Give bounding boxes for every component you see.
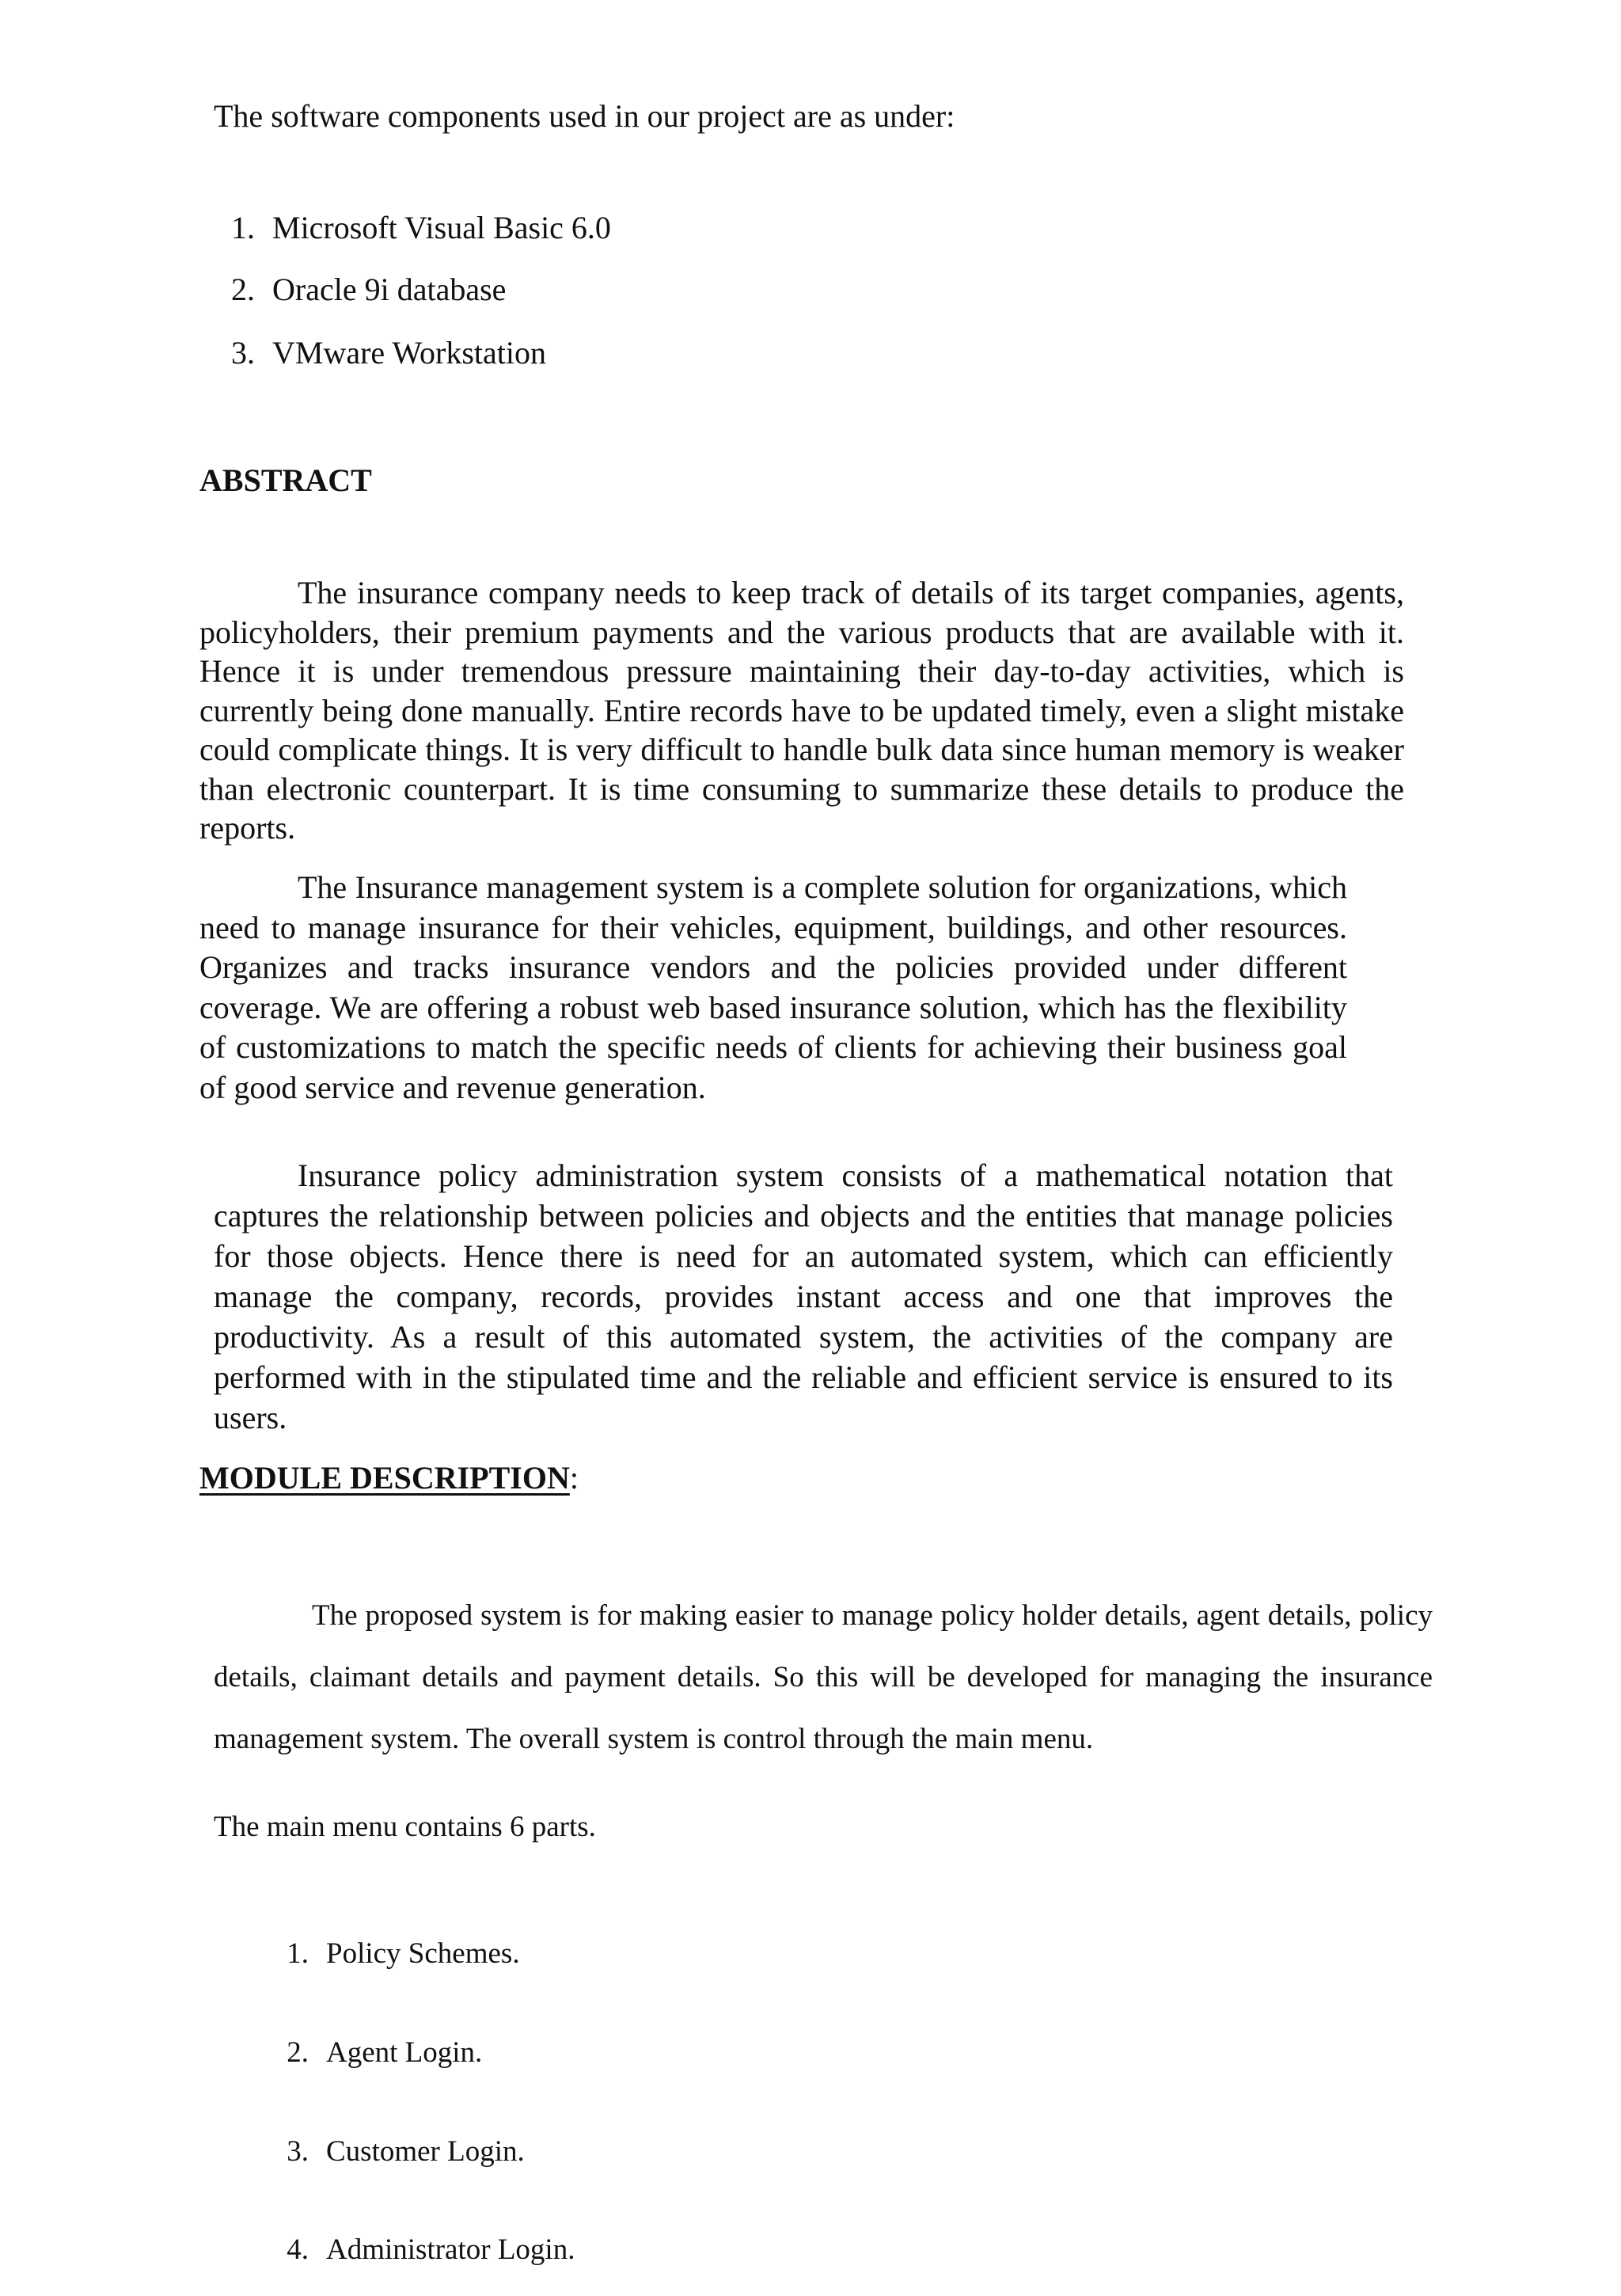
list-item (214, 271, 506, 309)
list-number: 1. (231, 210, 255, 245)
menu-intro: The main menu contains 6 parts. (214, 1811, 596, 1843)
list-number: 2. (231, 272, 255, 307)
abstract-paragraph-2 (199, 868, 1347, 1108)
list-label: Oracle 9i database (272, 272, 507, 307)
module-heading-colon: : (569, 1460, 579, 1496)
list-label: Agent Login. (326, 2036, 483, 2069)
list-item (268, 2034, 482, 2072)
abstract-heading: ABSTRACT (199, 462, 372, 498)
list-label: Policy Schemes. (326, 1937, 520, 1970)
list-number: 2. (287, 2036, 309, 2069)
list-label: Customer Login. (326, 2135, 525, 2168)
abstract-paragraph-3 (214, 1155, 1393, 1438)
paragraph-text: The insurance company needs to keep track of details of its target companies, agents, policyholders, their premium payments and the various products that are available with it. Hence it is under tremendous pressure maintaining their day-to-day activities, which is currently being done manually. Entire records have to be updated timely, even a slight mistake could complicate things. It is very difficult to handle bulk data since human memory is weaker than electronic counterpart. It is time consuming to summarize these details to produce the reports. (199, 575, 1404, 846)
list-number: 3. (287, 2135, 309, 2168)
list-number: 1. (287, 1937, 309, 1970)
list-label: VMware Workstation (272, 335, 546, 371)
list-item (268, 2133, 525, 2171)
module-heading: MODULE DESCRIPTION (199, 1460, 570, 1496)
list-item (268, 1935, 520, 1973)
list-label: Administrator Login. (326, 2233, 575, 2266)
list-number: 4. (287, 2233, 309, 2266)
list-item (268, 2231, 575, 2269)
abstract-paragraph-1 (199, 573, 1404, 848)
paragraph-text: The Insurance management system is a complete solution for organizations, which need to manage insurance for their vehicles, equipment, buildings, and other resources. Organizes and tracks insurance vendors and the policies provided under different coverage. We are offering a robust web based insurance solution, which has the flexibility of customizations to match the specific needs of clients for achieving their business goal of good service and revenue generation. (199, 869, 1347, 1105)
list-number: 3. (231, 335, 255, 371)
module-heading-row (199, 1459, 579, 1497)
list-item (214, 334, 546, 372)
list-item (214, 209, 611, 247)
paragraph-text: The proposed system is for making easier to manage policy holder details, agent details, policy details, claimant details and payment details. So this will be developed for managing the insurance management system. The overall system is control through the main menu. (214, 1599, 1433, 1755)
paragraph-text: Insurance policy administration system consists of a mathematical notation that captures the relationship between policies and objects and the entities that manage policies for those objects. Hence there is need for an automated system, which can efficiently manage the company, records, provides instant access and one that improves the productivity. As a result of this automated system, the activities of the company are performed with in the stipulated time and the reliable and efficient service is ensured to its users. (214, 1158, 1393, 1435)
components-intro: The software components used in our project are as under: (214, 98, 955, 134)
list-label: Microsoft Visual Basic 6.0 (272, 210, 611, 245)
module-paragraph (214, 1585, 1433, 1770)
